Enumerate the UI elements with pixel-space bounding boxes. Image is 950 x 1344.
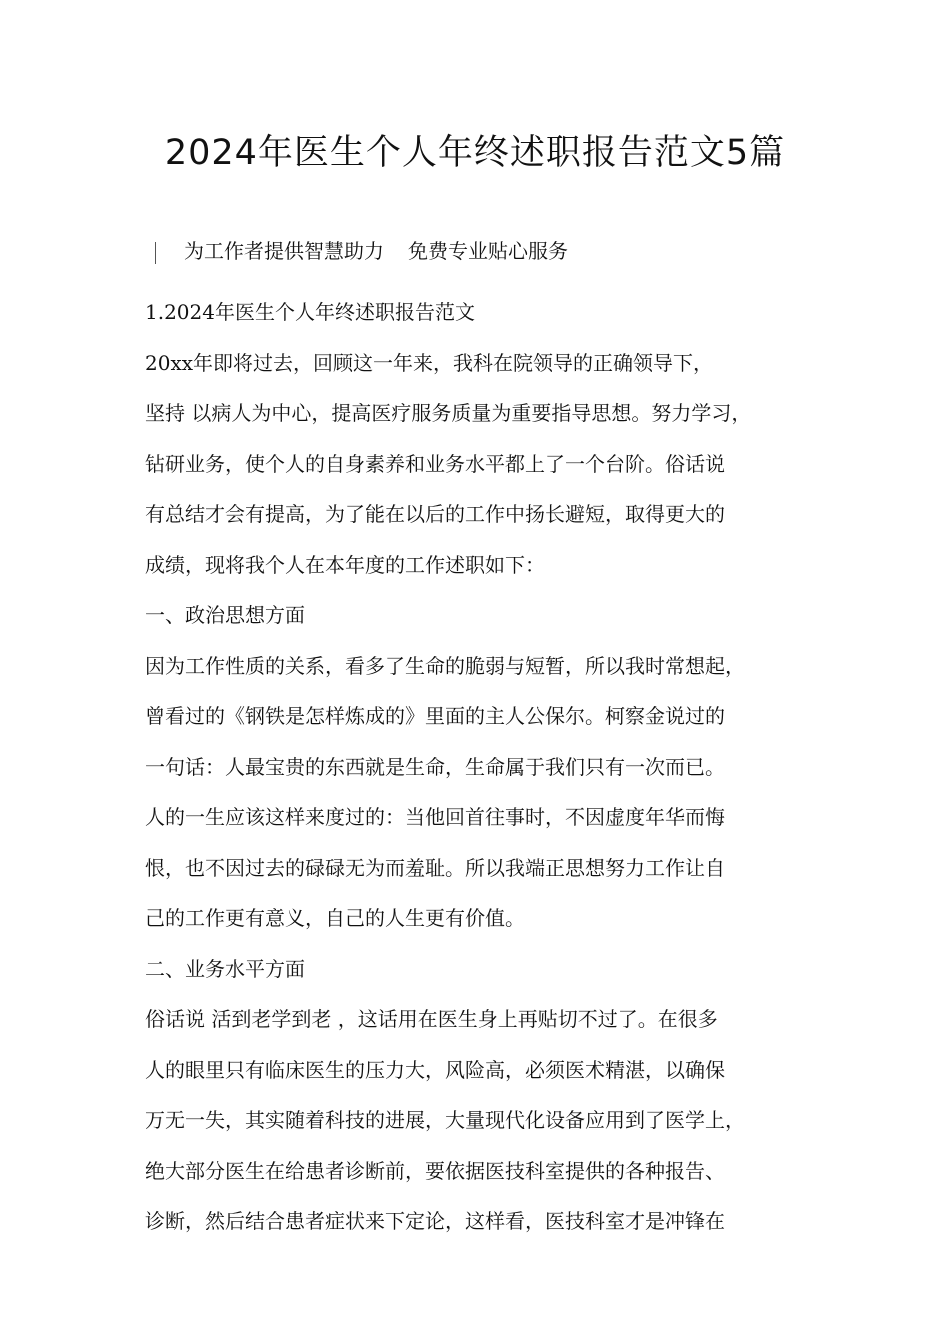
document-title: 2024年医生个人年终述职报告范文5篇	[164, 133, 786, 173]
paragraph-line: 成绩，现将我个人在本年度的工作述职如下：	[145, 552, 545, 577]
divider-bar	[155, 242, 156, 264]
section-heading-business: 二、业务水平方面	[145, 956, 305, 981]
tagline-part-1: 为工作者提供智慧助力	[184, 239, 384, 263]
paragraph-line: 绝大部分医生在给患者诊断前，要依据医技科室提供的各种报告、	[145, 1158, 725, 1183]
paragraph-line: 坚持 以病人为中心，提高医疗服务质量为重要指导思想。努力学习，	[145, 401, 752, 425]
paragraph-line: 恨，也不因过去的碌碌无为而羞耻。所以我端正思想努力工作让自	[145, 855, 725, 880]
body-text	[145, 287, 825, 1247]
paragraph-line: 己的工作更有意义，自己的人生更有价值。	[145, 906, 525, 930]
paragraph-line: 俗话说 活到老学到老 ，这话用在医生身上再贴切不过了。在很多	[145, 1007, 718, 1031]
paragraph-line: 诊断，然后结合患者症状来下定论，这样看，医技科室才是冲锋在	[145, 1209, 725, 1233]
paragraph-line: 曾看过的《钢铁是怎样炼成的》里面的主人公保尔。柯察金说过的	[145, 704, 725, 728]
tagline-part-2: 免费专业贴心服务	[408, 239, 568, 263]
tagline	[155, 236, 568, 266]
paragraph-line: 有总结才会有提高，为了能在以后的工作中扬长避短，取得更大的	[145, 502, 725, 526]
paragraph-line: 一句话：人最宝贵的东西就是生命，生命属于我们只有一次而已。	[145, 754, 725, 779]
section-heading-1: 1.2024年医生个人年终述职报告范文	[145, 300, 475, 324]
paragraph-line: 钻研业务，使个人的自身素养和业务水平都上了一个台阶。俗话说	[145, 451, 725, 476]
paragraph-line: 因为工作性质的关系，看多了生命的脆弱与短暂，所以我时常想起，	[145, 653, 745, 678]
paragraph-line: 人的眼里只有临床医生的压力大，风险高，必须医术精湛，以确保	[145, 1057, 725, 1082]
section-heading-politics: 一、政治思想方面	[145, 603, 305, 627]
paragraph-line: 万无一失，其实随着科技的进展，大量现代化设备应用到了医学上，	[145, 1108, 745, 1132]
paragraph-line: 20xx年即将过去，回顾这一年来，我科在院领导的正确领导下，	[145, 350, 714, 375]
paragraph-line: 人的一生应该这样来度过的：当他回首往事时，不因虚度年华而悔	[145, 805, 725, 829]
